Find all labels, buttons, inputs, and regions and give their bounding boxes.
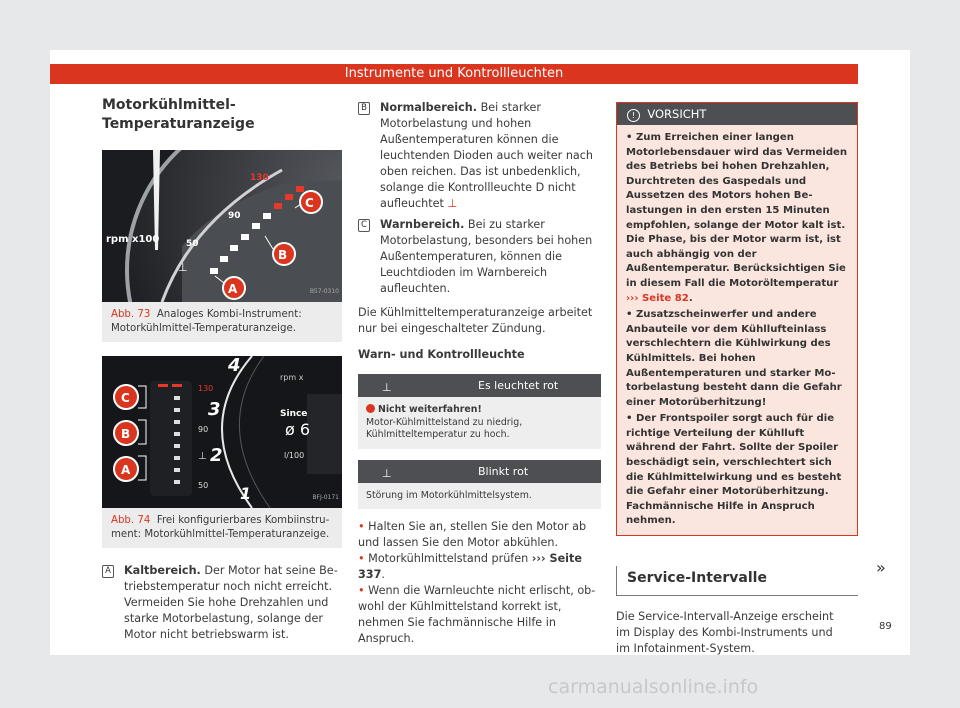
figure-code: BFJ-0171 bbox=[312, 494, 339, 501]
coolant-symbol-icon: ⊥ bbox=[198, 451, 207, 462]
coolant-symbol-icon: ⊥ bbox=[178, 261, 188, 274]
body-paragraph: Die Kühlmitteltemperaturanzeige arbeitet nur bei eingeschalteter Zündung. bbox=[358, 306, 593, 335]
average-consumption: ø 6 bbox=[285, 420, 311, 439]
indicator-title: Blinkt rot bbox=[478, 464, 529, 478]
list-item: • Motorkühlmittelstand prüfen ››› Seite 337. bbox=[358, 552, 582, 581]
item-text: Der Motor hat seine Betriebstemperatur noch nicht erreicht. Vermeiden Sie hohe Drehzahlen und starke Motorbelastung, solange der Motor nicht betriebswarm ist. bbox=[124, 564, 338, 641]
page-link[interactable]: ››› Seite 82 bbox=[626, 292, 689, 304]
analog-gauge-illustration bbox=[102, 150, 342, 302]
subheading: Warn- und Kontrollleuchte bbox=[358, 348, 525, 361]
list-item: • Halten Sie an, stellen Sie den Motor ab und lassen Sie den Motor abkühlen. bbox=[358, 520, 587, 549]
item-term: Kaltbereich. bbox=[124, 564, 201, 577]
tick-label-50-digital: 50 bbox=[198, 481, 209, 490]
chapter-header: Instrumente und Kontrollleuchten bbox=[50, 64, 858, 84]
figure-analog-gauge bbox=[102, 150, 342, 302]
caution-body bbox=[617, 125, 857, 535]
letter-label-b: B bbox=[358, 102, 370, 115]
caption-text: Analoges Kombi-Instrument: Motorkühlmittel-Temperaturanzeige. bbox=[111, 309, 302, 334]
rpm-number-3: 3 bbox=[208, 399, 221, 420]
left-column bbox=[102, 96, 342, 643]
continue-marker: » bbox=[876, 558, 886, 577]
letter-label-a: A bbox=[102, 565, 114, 578]
indicator-text: Störung im Motorkühlmittelsystem. bbox=[366, 489, 532, 501]
rpm-number-4: 4 bbox=[228, 356, 241, 376]
warning-bold: Nicht weiterfahren! bbox=[377, 404, 482, 415]
service-paragraph: Die Service-Intervall-Anzeige erscheint im Display des Kombi-Instruments und im Infotainment-System. bbox=[616, 610, 834, 656]
rpm-number-2: 2 bbox=[210, 445, 223, 466]
rpm-label: rpm x bbox=[280, 373, 304, 382]
figure-caption bbox=[102, 302, 342, 342]
section-heading-service: Service-Intervalle bbox=[616, 566, 858, 596]
tick-label-50: 50 bbox=[186, 239, 199, 249]
indicator-text: Motor-Kühlmittelstand zu niedrig, Kühlmitteltemperatur zu hoch. bbox=[366, 416, 523, 440]
letter-label-c: C bbox=[358, 219, 370, 232]
indicator-red-lit bbox=[358, 374, 601, 449]
indicator-bar bbox=[358, 374, 601, 397]
caution-header bbox=[617, 103, 857, 125]
section-heading: Motorkühlmittel-Temperaturanzeige bbox=[102, 97, 255, 132]
indicator-red-blinking bbox=[358, 460, 601, 510]
callout-b: B bbox=[121, 427, 131, 441]
caption-number: Abb. 73 bbox=[111, 309, 151, 320]
item-cold-range bbox=[102, 563, 342, 643]
page-number: 89 bbox=[879, 621, 892, 632]
callout-c: C bbox=[305, 196, 314, 210]
since-label: Since bbox=[280, 409, 308, 419]
item-warning-range bbox=[358, 217, 601, 297]
indicator-body bbox=[358, 483, 601, 510]
callout-b: B bbox=[278, 248, 288, 262]
page-link[interactable]: ››› Seite 337 bbox=[358, 552, 582, 581]
caption-text: Frei konfigurierbares Kombiinstrument: Motorkühlmittel-Temperaturanzeige. bbox=[111, 515, 330, 540]
caution-item: • Der Frontspoiler sorgt auch für die richtige Verteilung der Kühlluft während der Fahrt. Sollte der Spoiler beschädigt sein, verschlechtert sich die Kühlmittelwirkung und es besteht die Gefahr einer Motorüberhitzung. Fachmännische Hilfe in Anspruch nehmen. bbox=[626, 413, 842, 527]
watermark: carmanualsonline.info bbox=[548, 676, 759, 698]
item-text: Bei zu starker Motorbelastung, besonders bei hohen Außentemperaturen, können die Leuchtdioden im Warnbereich aufleuchten. bbox=[380, 218, 593, 295]
callout-a: A bbox=[121, 463, 131, 477]
indicator-bar bbox=[358, 460, 601, 483]
caution-icon: ! bbox=[627, 109, 640, 122]
item-normal-range bbox=[358, 100, 601, 212]
coolant-temperature-icon: ⊥ bbox=[382, 466, 392, 480]
coolant-temperature-icon: ⊥ bbox=[382, 381, 392, 394]
rpm-number-1: 1 bbox=[240, 484, 252, 503]
tick-label-90-digital: 90 bbox=[198, 425, 209, 434]
caution-item: • Zusatzscheinwerfer und andere Anbauteile vor dem Kühllufteinlass verschlechtern die Kühlwirkung des Kühlmittels. Bei hohen Außentemperaturen und starker Motorbelastung besteht dann die Gefahr einer Motorüberhitzung! bbox=[626, 309, 842, 408]
coolant-warning-icon: ⊥ bbox=[447, 197, 458, 210]
stop-icon bbox=[366, 404, 375, 413]
caution-item: • Zum Erreichen einer langen Motorlebensdauer wird das Vermeiden des Betriebs bei hohen Drehzahlen, Durchtreten des Gaspedals und Aussetzen des Motors hohen Belastungen in den ersten 15 Minuten empfohlen, solange der Motor kalt ist. Die Phase, bis der Motor warm ist, ist auch abhängig von der Außentemperatur. Berücksichtigen Sie in diesem Fall die Motoröltemperatur ››› Seite 82. bbox=[626, 132, 848, 304]
caution-title: VORSICHT bbox=[647, 107, 707, 121]
figure-digital-gauge bbox=[102, 356, 342, 508]
caption-number: Abb. 74 bbox=[111, 515, 151, 526]
figure-caption bbox=[102, 508, 342, 548]
tick-label-130: 130 bbox=[250, 173, 269, 183]
indicator-title: Es leuchtet rot bbox=[478, 379, 559, 392]
action-list bbox=[358, 519, 601, 647]
figure-code: B57-0310 bbox=[309, 288, 339, 295]
consumption-unit: l/100 bbox=[284, 451, 305, 460]
tick-label-130-digital: 130 bbox=[198, 384, 214, 393]
item-term: Normalbereich. bbox=[380, 101, 477, 114]
right-column bbox=[616, 102, 858, 657]
item-text: Bei starker Motorbelastung und hohen Außentemperaturen können die leuchtenden Dioden auch weiter nach oben reichen. Das ist unbedenklich, solange die Kontrollleuchte D nicht aufleuchtet bbox=[380, 101, 594, 210]
scale-label-rpm: rpm x100 bbox=[106, 234, 160, 245]
list-item: • Wenn die Warnleuchte nicht erlischt, obwohl der Kühlmittelstand korrekt ist, nehmen Sie fachmännische Hilfe in Anspruch. bbox=[358, 584, 596, 645]
middle-column bbox=[358, 100, 601, 647]
item-term: Warnbereich. bbox=[380, 218, 465, 231]
indicator-body bbox=[358, 397, 601, 449]
callout-c: C bbox=[121, 391, 130, 405]
caution-box bbox=[616, 102, 858, 536]
callout-a: A bbox=[228, 282, 238, 296]
tick-label-90: 90 bbox=[228, 211, 241, 221]
